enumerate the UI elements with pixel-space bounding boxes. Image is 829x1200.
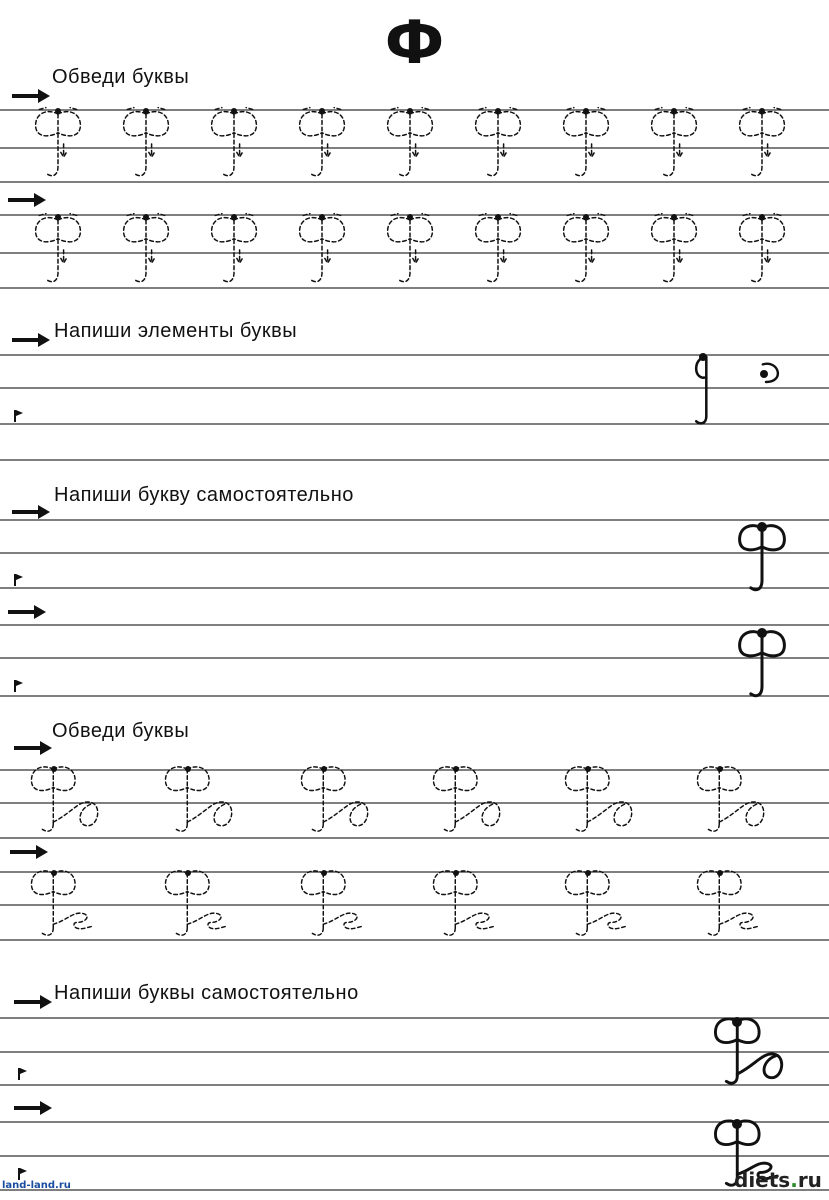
start-dot (732, 1119, 742, 1129)
traceable-letter-ef (300, 214, 345, 282)
element-stem-loop (696, 357, 706, 423)
start-dot (732, 1017, 742, 1027)
traceable-letter-ef (564, 214, 609, 282)
traceable-pair-fe (165, 871, 227, 935)
traceable-pair-fo (165, 767, 231, 831)
arrow-right-icon (14, 995, 52, 1009)
instruction-trace-letters-2: Обведи буквы (52, 720, 190, 742)
traceable-letter-ef (36, 214, 81, 282)
arrow-right-icon (14, 1101, 52, 1115)
traceable-pair-fe (433, 871, 495, 935)
start-dot (321, 870, 327, 876)
sample-letter-ef (740, 632, 785, 696)
start-dot (495, 214, 501, 220)
traceable-pair-fo (31, 767, 97, 831)
start-dot (143, 108, 149, 114)
instruction-write-letter-alone: Напиши букву самостоятельно (54, 484, 354, 506)
start-dot (321, 766, 327, 772)
start-dot (717, 766, 723, 772)
start-dot (407, 214, 413, 220)
traceable-letter-ef (212, 214, 257, 282)
traceable-pair-fo (433, 767, 499, 831)
start-dot (757, 522, 767, 532)
traceable-letter-ef (36, 108, 81, 176)
start-dot (760, 370, 768, 378)
start-dot (319, 214, 325, 220)
start-dot (185, 766, 191, 772)
instruction-trace-letters: Обведи буквы (52, 66, 190, 88)
traceable-letter-ef (476, 108, 521, 176)
start-dot (185, 870, 191, 876)
traceable-letter-ef (652, 214, 697, 282)
start-dot (583, 214, 589, 220)
traceable-pair-fo (301, 767, 367, 831)
traceable-letter-ef (212, 108, 257, 176)
arrow-right-icons (8, 89, 52, 1115)
watermark-left: land-land.ru (2, 1180, 71, 1191)
start-flag-icon (14, 574, 23, 586)
traceable-letter-ef (564, 108, 609, 176)
start-dot (759, 214, 765, 220)
arrow-right-icon (8, 193, 46, 207)
start-dot (55, 214, 61, 220)
start-flag-icon (14, 680, 23, 692)
traceable-letter-ef (388, 214, 433, 282)
start-dot (585, 766, 591, 772)
traceable-pair-fo (565, 767, 631, 831)
start-dot (671, 108, 677, 114)
start-dot (671, 214, 677, 220)
instruction-write-letters-alone: Напиши буквы самостоятельно (54, 982, 359, 1004)
traceable-letter-ef (388, 108, 433, 176)
watermark-right: diets.ru (734, 1168, 822, 1192)
traceable-pair-fe (301, 871, 363, 935)
start-dot (407, 108, 413, 114)
start-dot (55, 108, 61, 114)
start-dot (717, 870, 723, 876)
start-dot (759, 108, 765, 114)
traceable-letter-ef (124, 214, 169, 282)
start-dot (453, 870, 459, 876)
arrow-right-icon (12, 333, 50, 347)
start-flag-icon (14, 410, 23, 422)
start-dot (583, 108, 589, 114)
start-dot (231, 214, 237, 220)
letter-shapes (31, 108, 784, 1186)
sample-pair-fo (715, 1019, 781, 1083)
start-dot (51, 766, 57, 772)
traceable-letter-ef (652, 108, 697, 176)
arrow-right-icon (12, 505, 50, 519)
traceable-pair-fe (697, 871, 759, 935)
arrow-right-icon (10, 845, 48, 859)
arrow-right-icon (8, 605, 46, 619)
start-dot (51, 870, 57, 876)
traceable-pair-fo (697, 767, 763, 831)
traceable-letter-ef (124, 108, 169, 176)
start-dot (453, 766, 459, 772)
instruction-write-elements: Напиши элементы буквы (54, 320, 298, 342)
traceable-letter-ef (740, 214, 785, 282)
start-dot (757, 628, 767, 638)
traceable-letter-ef (300, 108, 345, 176)
page-title: Ф (384, 8, 445, 78)
start-flag-icons (14, 410, 27, 1180)
traceable-letter-ef (476, 214, 521, 282)
traceable-letter-ef (740, 108, 785, 176)
arrow-right-icon (12, 89, 50, 103)
start-dot (143, 214, 149, 220)
start-dot (231, 108, 237, 114)
sample-letter-ef (740, 526, 785, 590)
start-dot (699, 353, 707, 361)
start-dot (585, 870, 591, 876)
ruled-lines (0, 110, 829, 1190)
traceable-pair-fe (31, 871, 93, 935)
start-flag-icon (18, 1068, 27, 1080)
start-dot (495, 108, 501, 114)
start-flag-icon (18, 1168, 27, 1180)
traceable-pair-fe (565, 871, 627, 935)
arrow-right-icon (14, 741, 52, 755)
start-dot (319, 108, 325, 114)
